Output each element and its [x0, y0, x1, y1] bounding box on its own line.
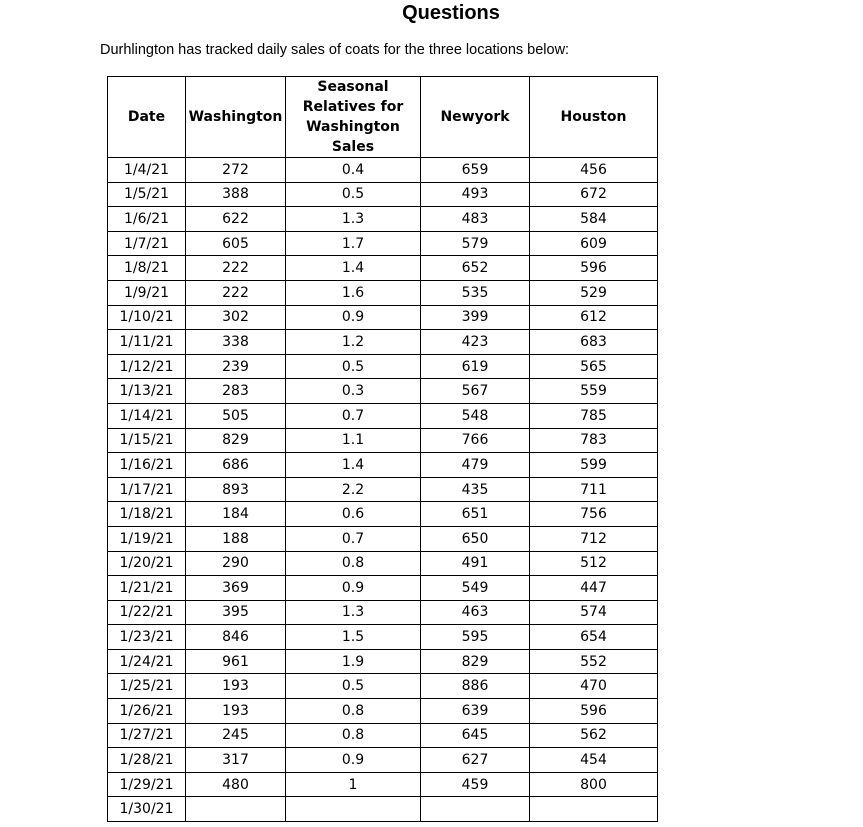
sales-table	[107, 76, 658, 822]
table-row	[108, 797, 658, 822]
cell-date: 1/20/21	[108, 551, 186, 576]
cell-washington: 222	[186, 280, 286, 305]
cell-date: 1/12/21	[108, 354, 186, 379]
cell-houston: 612	[530, 305, 658, 330]
cell-houston: 584	[530, 207, 658, 232]
cell-date: 1/5/21	[108, 182, 186, 207]
cell-washington: 302	[186, 305, 286, 330]
cell-washington: 369	[186, 576, 286, 601]
cell-houston: 785	[530, 403, 658, 428]
cell-newyork: 652	[421, 256, 530, 281]
table-row	[108, 453, 658, 478]
cell-newyork: 549	[421, 576, 530, 601]
table-row	[108, 231, 658, 256]
table-row	[108, 551, 658, 576]
cell-date: 1/27/21	[108, 723, 186, 748]
table-row	[108, 256, 658, 281]
cell-date: 1/10/21	[108, 305, 186, 330]
cell-washington: 605	[186, 231, 286, 256]
cell-houston: 552	[530, 649, 658, 674]
cell-date: 1/30/21	[108, 797, 186, 822]
table-row	[108, 403, 658, 428]
cell-date: 1/17/21	[108, 477, 186, 502]
cell-newyork: 766	[421, 428, 530, 453]
table-row	[108, 354, 658, 379]
cell-washington: 184	[186, 502, 286, 527]
cell-seasonal	[286, 797, 421, 822]
cell-seasonal: 1.7	[286, 231, 421, 256]
cell-newyork: 595	[421, 625, 530, 650]
cell-washington: 961	[186, 649, 286, 674]
cell-seasonal: 1.4	[286, 256, 421, 281]
cell-seasonal: 0.7	[286, 403, 421, 428]
cell-date: 1/25/21	[108, 674, 186, 699]
cell-seasonal: 1.3	[286, 600, 421, 625]
cell-newyork: 535	[421, 280, 530, 305]
cell-newyork: 463	[421, 600, 530, 625]
cell-seasonal: 0.9	[286, 576, 421, 601]
cell-newyork: 399	[421, 305, 530, 330]
cell-date: 1/28/21	[108, 748, 186, 773]
cell-houston: 454	[530, 748, 658, 773]
table-row	[108, 502, 658, 527]
cell-houston: 609	[530, 231, 658, 256]
header-washington: Washington	[186, 77, 286, 158]
cell-houston: 683	[530, 330, 658, 355]
cell-newyork: 423	[421, 330, 530, 355]
cell-houston: 512	[530, 551, 658, 576]
cell-seasonal: 1.9	[286, 649, 421, 674]
cell-date: 1/9/21	[108, 280, 186, 305]
cell-newyork: 627	[421, 748, 530, 773]
cell-washington: 893	[186, 477, 286, 502]
cell-date: 1/21/21	[108, 576, 186, 601]
table-row	[108, 305, 658, 330]
cell-date: 1/7/21	[108, 231, 186, 256]
cell-washington: 686	[186, 453, 286, 478]
cell-houston: 596	[530, 699, 658, 724]
cell-houston: 711	[530, 477, 658, 502]
table-row	[108, 207, 658, 232]
cell-seasonal: 0.8	[286, 723, 421, 748]
cell-washington: 846	[186, 625, 286, 650]
table-row	[108, 625, 658, 650]
cell-seasonal: 1.5	[286, 625, 421, 650]
table-row	[108, 576, 658, 601]
cell-seasonal: 0.5	[286, 354, 421, 379]
cell-washington: 193	[186, 674, 286, 699]
cell-seasonal: 0.6	[286, 502, 421, 527]
cell-newyork: 886	[421, 674, 530, 699]
cell-washington: 505	[186, 403, 286, 428]
cell-houston	[530, 797, 658, 822]
cell-date: 1/4/21	[108, 158, 186, 183]
table-row	[108, 330, 658, 355]
table-row	[108, 649, 658, 674]
cell-houston: 470	[530, 674, 658, 699]
header-houston: Houston	[530, 77, 658, 158]
cell-date: 1/11/21	[108, 330, 186, 355]
table-row	[108, 280, 658, 305]
table-row	[108, 723, 658, 748]
cell-seasonal: 0.5	[286, 674, 421, 699]
cell-date: 1/22/21	[108, 600, 186, 625]
cell-houston: 447	[530, 576, 658, 601]
cell-seasonal: 0.3	[286, 379, 421, 404]
cell-washington: 193	[186, 699, 286, 724]
cell-washington: 245	[186, 723, 286, 748]
cell-date: 1/13/21	[108, 379, 186, 404]
cell-seasonal: 0.9	[286, 305, 421, 330]
cell-seasonal: 0.7	[286, 526, 421, 551]
cell-newyork: 650	[421, 526, 530, 551]
cell-seasonal: 0.8	[286, 699, 421, 724]
cell-seasonal: 1.3	[286, 207, 421, 232]
cell-seasonal: 2.2	[286, 477, 421, 502]
table-row	[108, 772, 658, 797]
cell-newyork: 829	[421, 649, 530, 674]
cell-date: 1/18/21	[108, 502, 186, 527]
cell-washington: 622	[186, 207, 286, 232]
cell-seasonal: 0.5	[286, 182, 421, 207]
cell-date: 1/24/21	[108, 649, 186, 674]
header-seasonal-relatives: Seasonal Relatives for Washington Sales	[286, 77, 421, 158]
cell-newyork: 651	[421, 502, 530, 527]
table-row	[108, 674, 658, 699]
cell-date: 1/16/21	[108, 453, 186, 478]
cell-seasonal: 1.4	[286, 453, 421, 478]
cell-seasonal: 1.2	[286, 330, 421, 355]
cell-washington	[186, 797, 286, 822]
cell-washington: 239	[186, 354, 286, 379]
cell-newyork: 579	[421, 231, 530, 256]
cell-date: 1/29/21	[108, 772, 186, 797]
cell-houston: 800	[530, 772, 658, 797]
table-header-row	[108, 77, 658, 158]
cell-houston: 565	[530, 354, 658, 379]
cell-houston: 456	[530, 158, 658, 183]
cell-newyork: 479	[421, 453, 530, 478]
cell-seasonal: 1.1	[286, 428, 421, 453]
cell-washington: 388	[186, 182, 286, 207]
cell-newyork: 493	[421, 182, 530, 207]
cell-newyork: 645	[421, 723, 530, 748]
cell-houston: 562	[530, 723, 658, 748]
cell-houston: 574	[530, 600, 658, 625]
table-row	[108, 699, 658, 724]
cell-newyork: 659	[421, 158, 530, 183]
cell-houston: 559	[530, 379, 658, 404]
table-row	[108, 158, 658, 183]
cell-newyork	[421, 797, 530, 822]
cell-date: 1/8/21	[108, 256, 186, 281]
table-row	[108, 526, 658, 551]
cell-seasonal: 1.6	[286, 280, 421, 305]
cell-washington: 395	[186, 600, 286, 625]
intro-text: Durhlington has tracked daily sales of coats for the three locations below:	[100, 42, 570, 58]
cell-date: 1/23/21	[108, 625, 186, 650]
header-date: Date	[108, 77, 186, 158]
cell-washington: 829	[186, 428, 286, 453]
table-row	[108, 428, 658, 453]
table-body	[108, 158, 658, 822]
table-row	[108, 379, 658, 404]
header-newyork: Newyork	[421, 77, 530, 158]
cell-houston: 654	[530, 625, 658, 650]
cell-houston: 672	[530, 182, 658, 207]
cell-newyork: 483	[421, 207, 530, 232]
cell-newyork: 491	[421, 551, 530, 576]
table-row	[108, 477, 658, 502]
cell-newyork: 639	[421, 699, 530, 724]
cell-washington: 317	[186, 748, 286, 773]
cell-houston: 529	[530, 280, 658, 305]
cell-houston: 599	[530, 453, 658, 478]
cell-washington: 188	[186, 526, 286, 551]
cell-houston: 783	[530, 428, 658, 453]
page-title: Questions	[402, 2, 500, 24]
table-row	[108, 600, 658, 625]
cell-newyork: 459	[421, 772, 530, 797]
cell-washington: 290	[186, 551, 286, 576]
cell-seasonal: 0.9	[286, 748, 421, 773]
cell-newyork: 435	[421, 477, 530, 502]
cell-seasonal: 1	[286, 772, 421, 797]
cell-washington: 338	[186, 330, 286, 355]
cell-seasonal: 0.8	[286, 551, 421, 576]
cell-washington: 222	[186, 256, 286, 281]
cell-washington: 272	[186, 158, 286, 183]
cell-newyork: 567	[421, 379, 530, 404]
cell-date: 1/15/21	[108, 428, 186, 453]
cell-houston: 712	[530, 526, 658, 551]
cell-washington: 480	[186, 772, 286, 797]
cell-date: 1/14/21	[108, 403, 186, 428]
cell-seasonal: 0.4	[286, 158, 421, 183]
cell-date: 1/6/21	[108, 207, 186, 232]
cell-date: 1/19/21	[108, 526, 186, 551]
cell-date: 1/26/21	[108, 699, 186, 724]
table-row	[108, 182, 658, 207]
cell-newyork: 619	[421, 354, 530, 379]
cell-washington: 283	[186, 379, 286, 404]
cell-newyork: 548	[421, 403, 530, 428]
cell-houston: 596	[530, 256, 658, 281]
table-row	[108, 748, 658, 773]
cell-houston: 756	[530, 502, 658, 527]
